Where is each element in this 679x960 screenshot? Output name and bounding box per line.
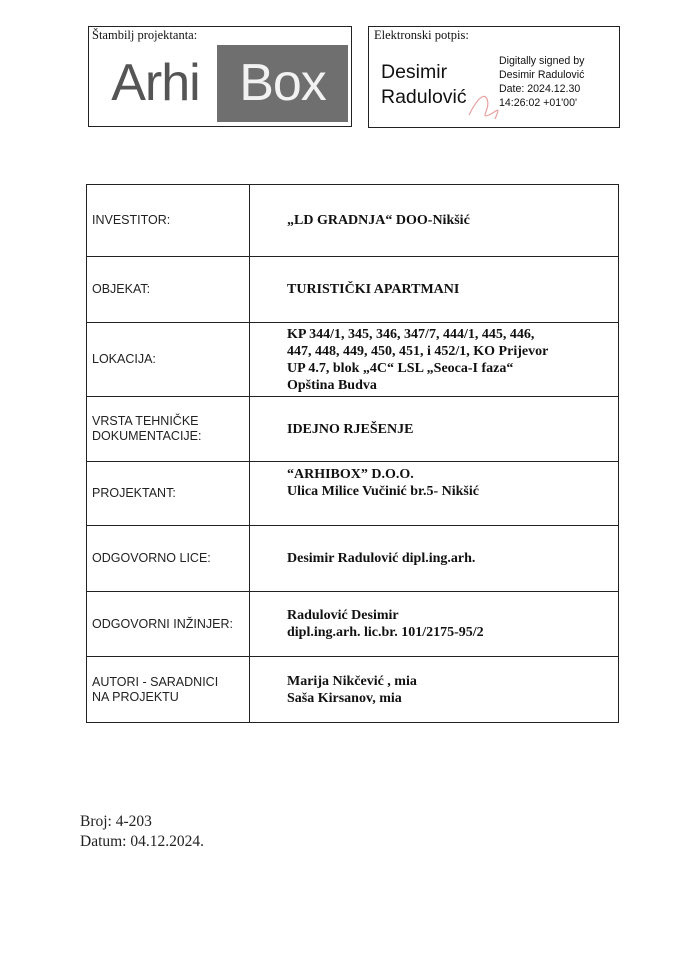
row-label: AUTORI - SARADNICI NA PROJEKTU (87, 657, 250, 723)
signer-first-name: Desimir (381, 61, 448, 83)
table-row-odgovorno-lice (87, 526, 619, 592)
row-value: KP 344/1, 345, 346, 347/7, 444/1, 445, 446, 447, 448, 449, 450, 451, i 452/1, KO Prijevor UP 4.7, blok „4C“ LSL „Seoca-I faza“ Opština Budva (250, 323, 619, 397)
row-value: Desimir Radulović dipl.ing.arh. (250, 526, 619, 592)
logo-text-arhi: Arhi (94, 45, 217, 122)
signature-box (368, 26, 620, 128)
signature-caption: Elektronski potpis: (374, 28, 469, 42)
signature-detail-line: Desimir Radulović (499, 69, 585, 81)
signature-detail-line: 14:26:02 +01'00' (499, 97, 577, 109)
row-label: PROJEKTANT: (87, 462, 250, 526)
table-row-objekat (87, 257, 619, 323)
signature-details (499, 54, 584, 110)
row-label: INVESTITOR: (87, 185, 250, 257)
row-value: TURISTIČKI APARTMANI (250, 257, 619, 323)
row-value: “ARHIBOX” D.O.O. Ulica Milice Vučinić br.5- Nikšić (250, 462, 619, 526)
table-row-vrsta-dokumentacije (87, 397, 619, 462)
row-label: ODGOVORNO LICE: (87, 526, 250, 592)
table-row-odgovorni-inzinjer (87, 592, 619, 657)
row-label: LOKACIJA: (87, 323, 250, 397)
table-row-investitor (87, 185, 619, 257)
document-date: Datum: 04.12.2024. (80, 833, 204, 850)
row-value: Marija Nikčević , mia Saša Kirsanov, mia (250, 657, 619, 723)
signature-detail-line: Digitally signed by (499, 55, 585, 67)
row-value: „LD GRADNJA“ DOO-Nikšić (250, 185, 619, 257)
stamp-caption: Štambilj projektanta: (92, 28, 198, 42)
row-label: ODGOVORNI INŽINJER: (87, 592, 250, 657)
row-value: IDEJNO RJEŠENJE (250, 397, 619, 462)
signer-name (381, 60, 467, 110)
signature-detail-line: Date: 2024.12.30 (499, 83, 581, 95)
table-row-projektant (87, 462, 619, 526)
row-label: VRSTA TEHNIČKE DOKUMENTACIJE: (87, 397, 250, 462)
row-label: OBJEKAT: (87, 257, 250, 323)
document-number: Broj: 4-203 (80, 813, 152, 830)
logo-text-box: Box (217, 45, 348, 122)
stamp-box (88, 26, 352, 127)
signer-last-name: Radulović (381, 86, 467, 108)
table-row-lokacija (87, 323, 619, 397)
project-info-table (86, 184, 619, 723)
table-row-autori (87, 657, 619, 723)
arhibox-logo (94, 45, 348, 122)
row-value: Radulović Desimir dipl.ing.arh. lic.br. 101/2175-95/2 (250, 592, 619, 657)
document-footer (80, 812, 204, 852)
